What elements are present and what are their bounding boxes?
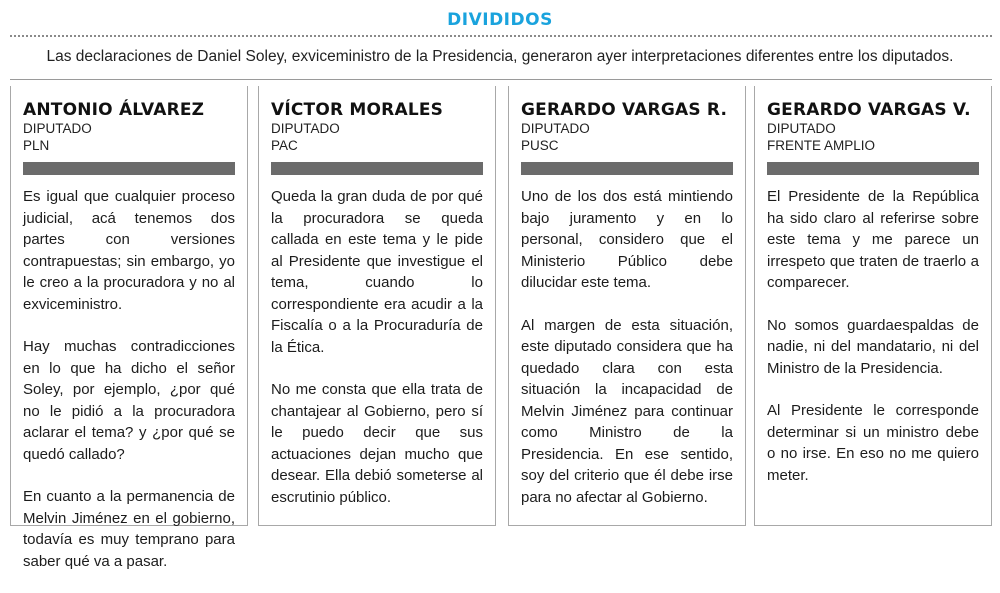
deputy-name: ANTONIO ÁLVAREZ: [23, 100, 205, 120]
quote-body: [521, 186, 733, 508]
quote-paragraph: El Presidente de la República ha sido claro al referirse sobre este tema y me parece un irrespeto que traten de traerlo a comparecer.: [767, 188, 979, 291]
divider-bar: [767, 162, 979, 175]
deputy-name: GERARDO VARGAS V.: [767, 100, 971, 120]
dotted-divider: [10, 35, 992, 37]
quote-paragraph: Al margen de esta situación, este diputado considera que ha quedado clara con esta situación la incapacidad de Melvin Jiménez para continuar como Ministro de la Presidencia. En ese sentido, soy del criterio que él debe irse para no afectar al Gobierno.: [521, 316, 733, 506]
column-gerardo-vargas-v: [754, 86, 992, 526]
quote-body: [23, 186, 235, 572]
quote-paragraph: Uno de los dos está mintiendo bajo juramento y en lo personal, considero que el Ministerio Público debe dilucidar este tema.: [521, 188, 733, 291]
deputy-role: DIPUTADO: [271, 121, 340, 136]
frame-top-line: [10, 79, 992, 80]
divider-bar: [271, 162, 483, 175]
quote-body: [271, 186, 483, 508]
quote-paragraph: Al Presidente le corresponde determinar si un ministro debe o no irse. En eso no me quiero meter.: [767, 402, 979, 484]
column-antonio-alvarez: [10, 86, 248, 570]
quote-paragraph: No me consta que ella trata de chantajear al Gobierno, pero sí le puedo decir que sus actuaciones dejan mucho que desear. Ella debió someterse al escrutinio público.: [271, 381, 483, 506]
quote-paragraph: Es igual que cualquier proceso judicial, acá tenemos dos partes con versiones contrapuestas; sin embargo, yo le creo a la procuradora y no al exviceministro.: [23, 188, 235, 313]
lead-text: Las declaraciones de Daniel Soley, exviceministro de la Presidencia, generaron ayer interpretaciones diferentes entre los diputados.: [46, 48, 954, 65]
quote-paragraph: En cuanto a la permanencia de Melvin Jiménez en el gobierno, todavía es muy temprano para saber qué va a pasar.: [23, 488, 235, 570]
column-gerardo-vargas-r: [508, 86, 746, 526]
deputy-party: PUSC: [521, 138, 559, 153]
deputy-name: VÍCTOR MORALES: [271, 100, 444, 120]
deputy-party: FRENTE AMPLIO: [767, 138, 876, 153]
quote-paragraph: Queda la gran duda de por qué la procuradora se queda callada en este tema y le pide al Presidente que investigue el tema, cuando lo correspondiente era acudir a la Fiscalía o a la Procuraduría de la Ética.: [271, 188, 483, 356]
section-title: DIVIDIDOS: [447, 10, 553, 30]
deputy-role: DIPUTADO: [23, 121, 92, 136]
quote-paragraph: No somos guardaespaldas de nadie, ni del mandatario, ni del Ministro de la Presidencia.: [767, 316, 979, 377]
deputy-party: PAC: [271, 138, 298, 153]
deputy-role: DIPUTADO: [767, 121, 836, 136]
divider-bar: [521, 162, 733, 175]
deputy-party: PLN: [23, 138, 50, 153]
quote-body: [767, 186, 979, 486]
deputy-role: DIPUTADO: [521, 121, 590, 136]
column-victor-morales: [258, 86, 496, 526]
divider-bar: [23, 162, 235, 175]
quote-paragraph: Hay muchas contradicciones en lo que ha dicho el señor Soley, por ejemplo, ¿por qué no le pidió a la procuradora aclarar el tema? y ¿por qué se quedó callado?: [23, 338, 235, 463]
deputy-name: GERARDO VARGAS R.: [521, 100, 728, 120]
